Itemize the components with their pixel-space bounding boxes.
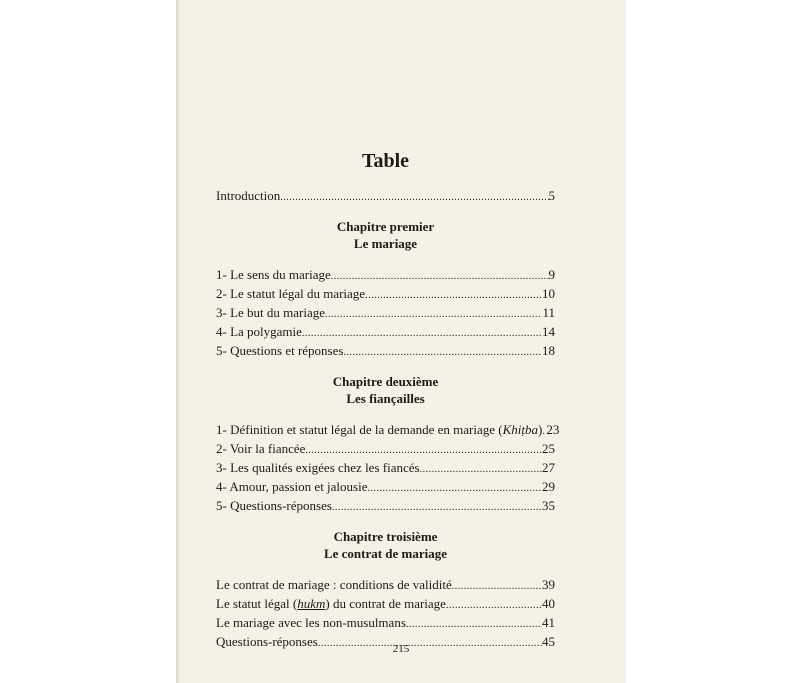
toc-entry-italic-term: Khiṭba (502, 422, 539, 437)
leader-dots (332, 499, 542, 516)
leader-dots (368, 480, 543, 497)
toc-entry-page: 10 (542, 286, 555, 301)
chapter-title: Chapitre troisième (333, 529, 438, 544)
toc-entry (216, 497, 555, 516)
toc-entry-page: 27 (542, 460, 555, 475)
toc-entry-label: 3- Le but du mariage (216, 305, 326, 320)
toc-entry-page: 41 (542, 615, 555, 630)
toc-entry (216, 440, 555, 459)
chapter-heading-1 (216, 218, 555, 252)
chapter-title: Chapitre deuxième (332, 374, 439, 389)
chapter-heading-3 (216, 528, 555, 562)
leader-dots (406, 616, 542, 633)
toc-entry (216, 285, 555, 304)
leader-dots (305, 442, 542, 459)
leader-dots (343, 344, 542, 361)
toc-entry-label: Introduction (216, 188, 281, 203)
toc-entry-page: 23 (546, 422, 560, 437)
toc-entry-page: 18 (542, 343, 555, 358)
toc-entry-page: 45 (542, 634, 555, 649)
chapter-subtitle: Le contrat de mariage (323, 546, 448, 561)
toc-entry (216, 459, 555, 478)
toc-entry (216, 478, 555, 497)
toc-entry-page: 25 (542, 441, 555, 456)
toc-entry-label: 4- Amour, passion et jalousie (216, 479, 368, 494)
toc-entry-page: 35 (542, 498, 555, 513)
toc-entry-label: 2- Le statut légal du mariage (216, 286, 366, 301)
table-of-contents (216, 150, 560, 652)
toc-entry-label: Le mariage avec les non-musulmans (216, 615, 406, 630)
leader-dots (365, 287, 542, 304)
toc-entry-introduction (216, 187, 555, 206)
toc-entry-label: Le statut légal (hukm) du contrat de mariage (216, 596, 446, 611)
toc-entry-label: 4- La polygamie (216, 324, 302, 339)
leader-dots (446, 597, 542, 614)
toc-entry-page: 5 (548, 188, 555, 203)
toc-entry-page: 40 (542, 596, 555, 611)
toc-entry (216, 342, 555, 361)
toc-entry (216, 323, 555, 342)
page-number: 215 (392, 643, 410, 655)
toc-entry-page: 39 (542, 577, 555, 592)
chapter-title: Chapitre premier (336, 219, 435, 234)
book-page (176, 0, 626, 683)
chapter-heading-2 (216, 373, 555, 407)
toc-entry-label: 3- Les qualités exigées chez les fiancés (216, 460, 420, 475)
toc-entry (216, 614, 555, 633)
toc-entry-italic-term: hukm (297, 596, 326, 611)
leader-dots (280, 189, 548, 206)
toc-entry (216, 595, 555, 614)
leader-dots (331, 268, 549, 285)
toc-entry-page: 11 (542, 305, 555, 320)
toc-entry-label: 2- Voir la fiancée (216, 441, 306, 456)
chapter-subtitle: Le mariage (353, 236, 418, 251)
leader-dots (302, 325, 542, 342)
toc-title: Table (361, 150, 410, 172)
leader-dots (325, 306, 542, 323)
toc-entry (216, 421, 560, 440)
toc-entry-label: Le contrat de mariage : conditions de validité (216, 577, 452, 592)
chapter-subtitle: Les fiançailles (346, 391, 425, 406)
toc-entry-label: 5- Questions-réponses (216, 498, 332, 513)
toc-entry-label: 1- Le sens du mariage (216, 267, 331, 282)
leader-dots (420, 461, 542, 478)
toc-entry-page: 14 (542, 324, 555, 339)
leader-dots (452, 578, 542, 595)
toc-entry-label: 1- Définition et statut légal de la demande en mariage (Khiṭba) (216, 422, 543, 437)
toc-entry-label: Questions-réponses (216, 634, 318, 649)
toc-entry (216, 576, 555, 595)
toc-entry-label: 5- Questions et réponses (216, 343, 344, 358)
toc-entry (216, 266, 555, 285)
toc-entry-page: 29 (542, 479, 555, 494)
toc-entry-page: 9 (548, 267, 555, 282)
toc-entry (216, 304, 555, 323)
